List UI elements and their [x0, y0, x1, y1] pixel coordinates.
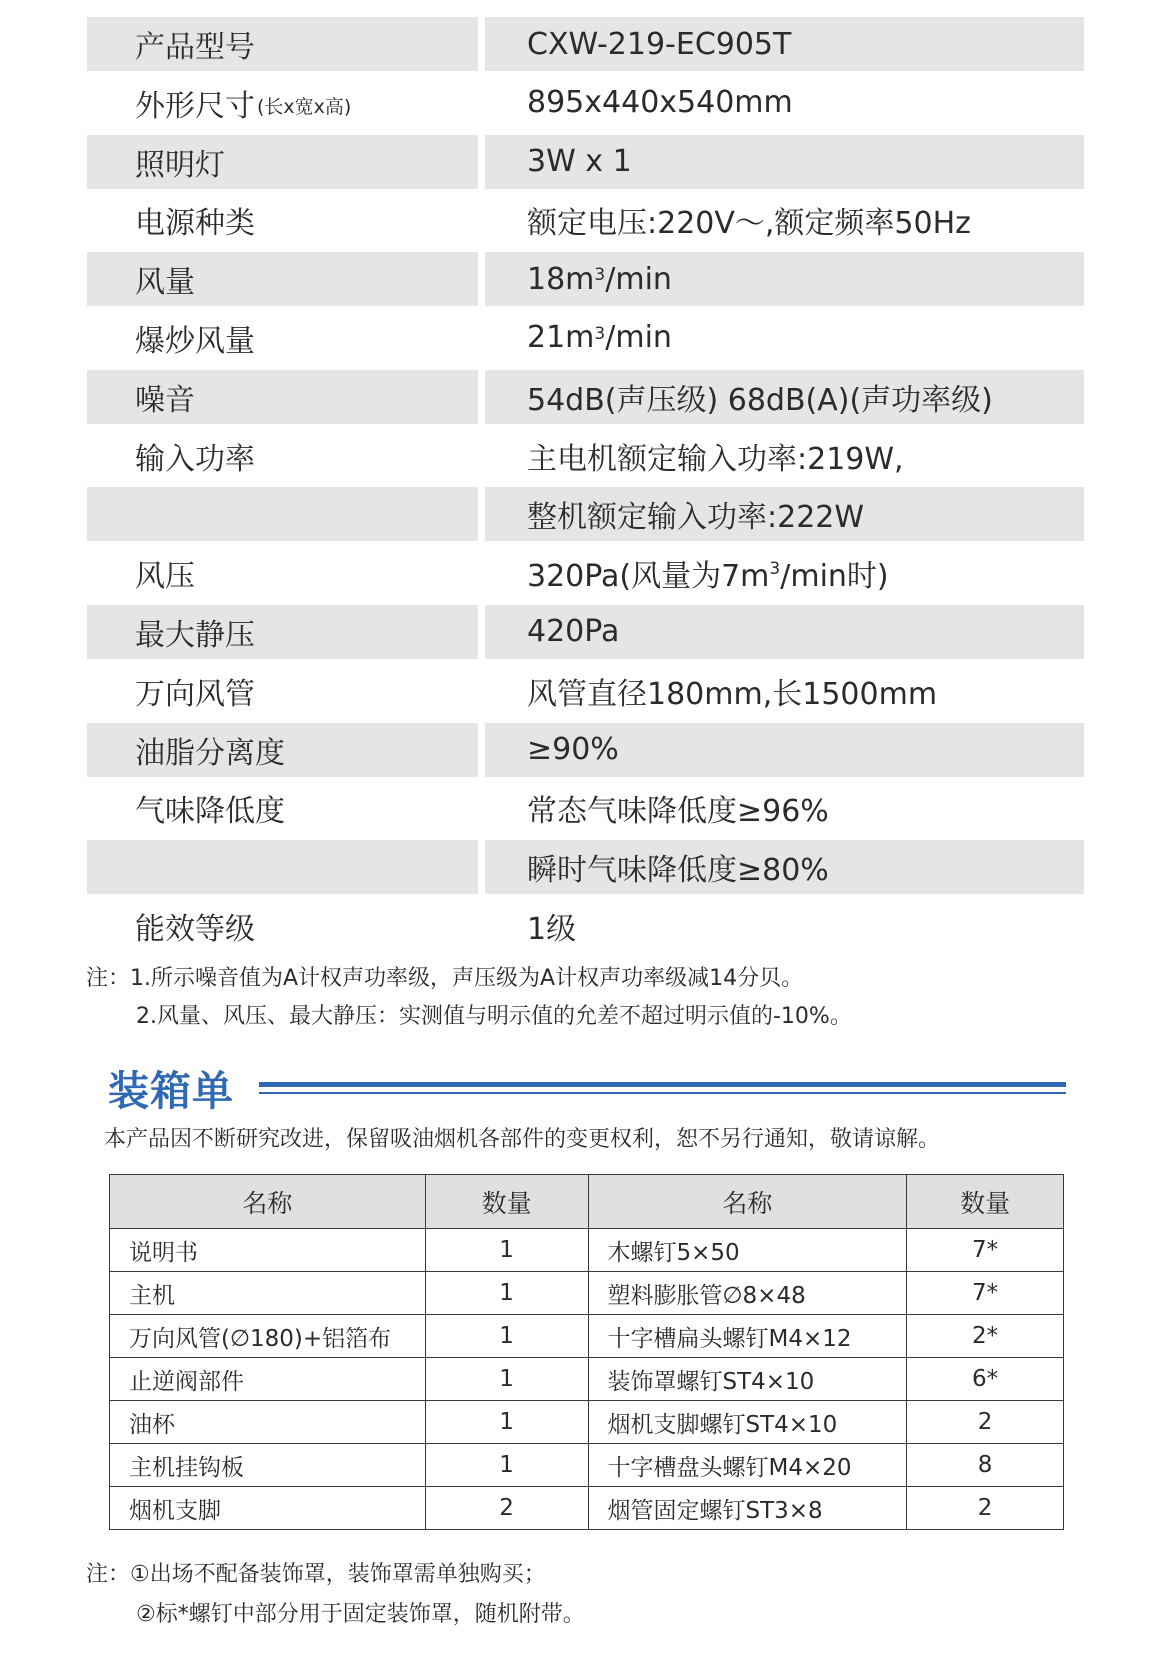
spec-value: ≥90%	[485, 723, 1084, 777]
spec-label: 万向风管	[135, 676, 255, 712]
spec-label: 能效等级	[135, 911, 255, 947]
spec-value: 瞬时气味降低度≥80%	[485, 840, 1084, 894]
packing-table	[109, 1174, 1064, 1530]
spec-row	[87, 605, 1084, 659]
item-qty: 1	[425, 1444, 588, 1487]
spec-label: 爆炒风量	[135, 323, 255, 359]
table-row	[110, 1401, 1064, 1444]
item-name: 塑料膨胀管∅8×48	[588, 1272, 907, 1315]
spec-value: 54dB(声压级) 68dB(A)(声功率级)	[485, 370, 1084, 424]
spec-table	[87, 17, 1084, 958]
packing-intro: 本产品因不断研究改进，保留吸油烟机各部件的变更权利，恕不另行通知，敬请谅解。	[104, 1127, 941, 1152]
table-row	[110, 1358, 1064, 1401]
item-qty: 8	[907, 1444, 1064, 1487]
packing-header-row	[110, 1175, 1064, 1229]
item-name: 主机挂钩板	[110, 1444, 426, 1487]
spec-label: 电源种类	[135, 206, 255, 242]
item-qty: 1	[425, 1229, 588, 1272]
item-name: 十字槽扁头螺钉M4×12	[588, 1315, 907, 1358]
item-name: 烟机支脚	[110, 1487, 426, 1530]
item-name: 烟机支脚螺钉ST4×10	[588, 1401, 907, 1444]
spec-label: 油脂分离度	[87, 723, 478, 777]
spec-label: 产品型号	[87, 17, 478, 71]
item-qty: 2	[907, 1487, 1064, 1530]
spec-row	[87, 17, 1084, 71]
spec-row	[87, 840, 1084, 894]
packing-note-line: 注：①出场不配备装饰罩，装饰罩需单独购买；	[86, 1562, 546, 1587]
item-name: 说明书	[110, 1229, 426, 1272]
item-name: 装饰罩螺钉ST4×10	[588, 1358, 907, 1401]
spec-value: 320Pa(风量为7m $^3$ /min时)	[485, 546, 1084, 600]
item-name: 止逆阀部件	[110, 1358, 426, 1401]
spec-row	[87, 664, 1084, 718]
table-row	[110, 1229, 1064, 1272]
spec-row	[87, 370, 1084, 424]
spec-value: 额定电压:220V～,额定频率50Hz	[527, 206, 971, 242]
table-row	[110, 1315, 1064, 1358]
table-row	[110, 1444, 1064, 1487]
item-qty: 2	[425, 1487, 588, 1530]
spec-label: 风量	[87, 252, 478, 306]
spec-label	[87, 487, 478, 541]
spec-value: 风管直径180mm,长1500mm	[527, 676, 938, 712]
spec-row	[87, 311, 1084, 365]
item-qty: 2*	[907, 1315, 1064, 1358]
item-qty: 1	[425, 1315, 588, 1358]
column-header: 名称	[588, 1175, 907, 1229]
item-qty: 2	[907, 1401, 1064, 1444]
spec-value: 常态气味降低度≥96%	[527, 794, 829, 830]
spec-note-line: 2.风量、风压、最大静压：实测值与明示值的允差不超过明示值的-10%。	[136, 1004, 852, 1029]
item-qty: 6*	[907, 1358, 1064, 1401]
spec-row	[87, 781, 1084, 835]
spec-row	[87, 487, 1084, 541]
spec-note-line: 注：1.所示噪音值为A计权声功率级，声压级为A计权声功率级减14分贝。	[86, 966, 804, 991]
spec-value-text: 18m	[527, 261, 595, 297]
spec-label: 风压	[135, 559, 195, 595]
spec-label: 气味降低度	[135, 794, 285, 830]
spec-row	[87, 135, 1084, 189]
spec-label-text: 外形尺寸	[135, 88, 255, 124]
spec-value-tail: /min	[605, 261, 672, 297]
spec-notes	[86, 960, 852, 1036]
spec-value: 主电机额定输入功率:219W,	[527, 441, 904, 477]
spec-value-tail: /min时)	[780, 559, 889, 595]
column-header: 数量	[907, 1175, 1064, 1229]
packing-list-title: 装箱单	[108, 1067, 234, 1115]
spec-label: 输入功率	[135, 441, 255, 477]
spec-row	[87, 429, 1084, 483]
spec-row	[87, 252, 1084, 306]
spec-value: 1级	[527, 911, 577, 947]
spec-value: 420Pa	[485, 605, 1084, 659]
spec-value: 895x440x540mm	[527, 85, 793, 121]
spec-value: 整机额定输入功率:222W	[485, 487, 1084, 541]
spec-value: 21m $^3$ /min	[527, 320, 672, 356]
item-name: 木螺钉5×50	[588, 1229, 907, 1272]
packing-note-line: ②标*螺钉中部分用于固定装饰罩，随机附带。	[136, 1602, 585, 1627]
item-name: 烟管固定螺钉ST3×8	[588, 1487, 907, 1530]
item-qty: 1	[425, 1358, 588, 1401]
spec-value: 18m $^3$ /min	[485, 252, 1084, 306]
spec-label	[87, 76, 478, 130]
item-name: 十字槽盘头螺钉M4×20	[588, 1444, 907, 1487]
item-name: 油杯	[110, 1401, 426, 1444]
item-name: 万向风管(∅180)+铝箔布	[110, 1315, 426, 1358]
spec-value: CXW-219-EC905T	[485, 17, 1084, 71]
column-header: 数量	[425, 1175, 588, 1229]
column-header: 名称	[110, 1175, 426, 1229]
spec-label: 噪音	[87, 370, 478, 424]
spec-value: 3W x 1	[485, 135, 1084, 189]
spec-row	[87, 546, 1084, 600]
item-qty: 7*	[907, 1229, 1064, 1272]
spec-label	[87, 840, 478, 894]
spec-row	[87, 76, 1084, 130]
title-divider	[259, 1082, 1066, 1087]
spec-label: 最大静压	[87, 605, 478, 659]
item-qty: 1	[425, 1401, 588, 1444]
spec-value-tail: /min	[605, 320, 672, 356]
spec-row	[87, 899, 1084, 953]
spec-value-text: 320Pa(风量为7m	[527, 559, 770, 595]
table-row	[110, 1487, 1064, 1530]
spec-label: 照明灯	[87, 135, 478, 189]
spec-row	[87, 723, 1084, 777]
spec-row	[87, 193, 1084, 247]
packing-notes	[86, 1555, 585, 1635]
spec-label-unit: (长x宽x高)	[257, 96, 352, 119]
item-qty: 1	[425, 1272, 588, 1315]
title-divider	[259, 1092, 1066, 1094]
item-name: 主机	[110, 1272, 426, 1315]
item-qty: 7*	[907, 1272, 1064, 1315]
table-row	[110, 1272, 1064, 1315]
spec-value-text: 21m	[527, 320, 595, 356]
